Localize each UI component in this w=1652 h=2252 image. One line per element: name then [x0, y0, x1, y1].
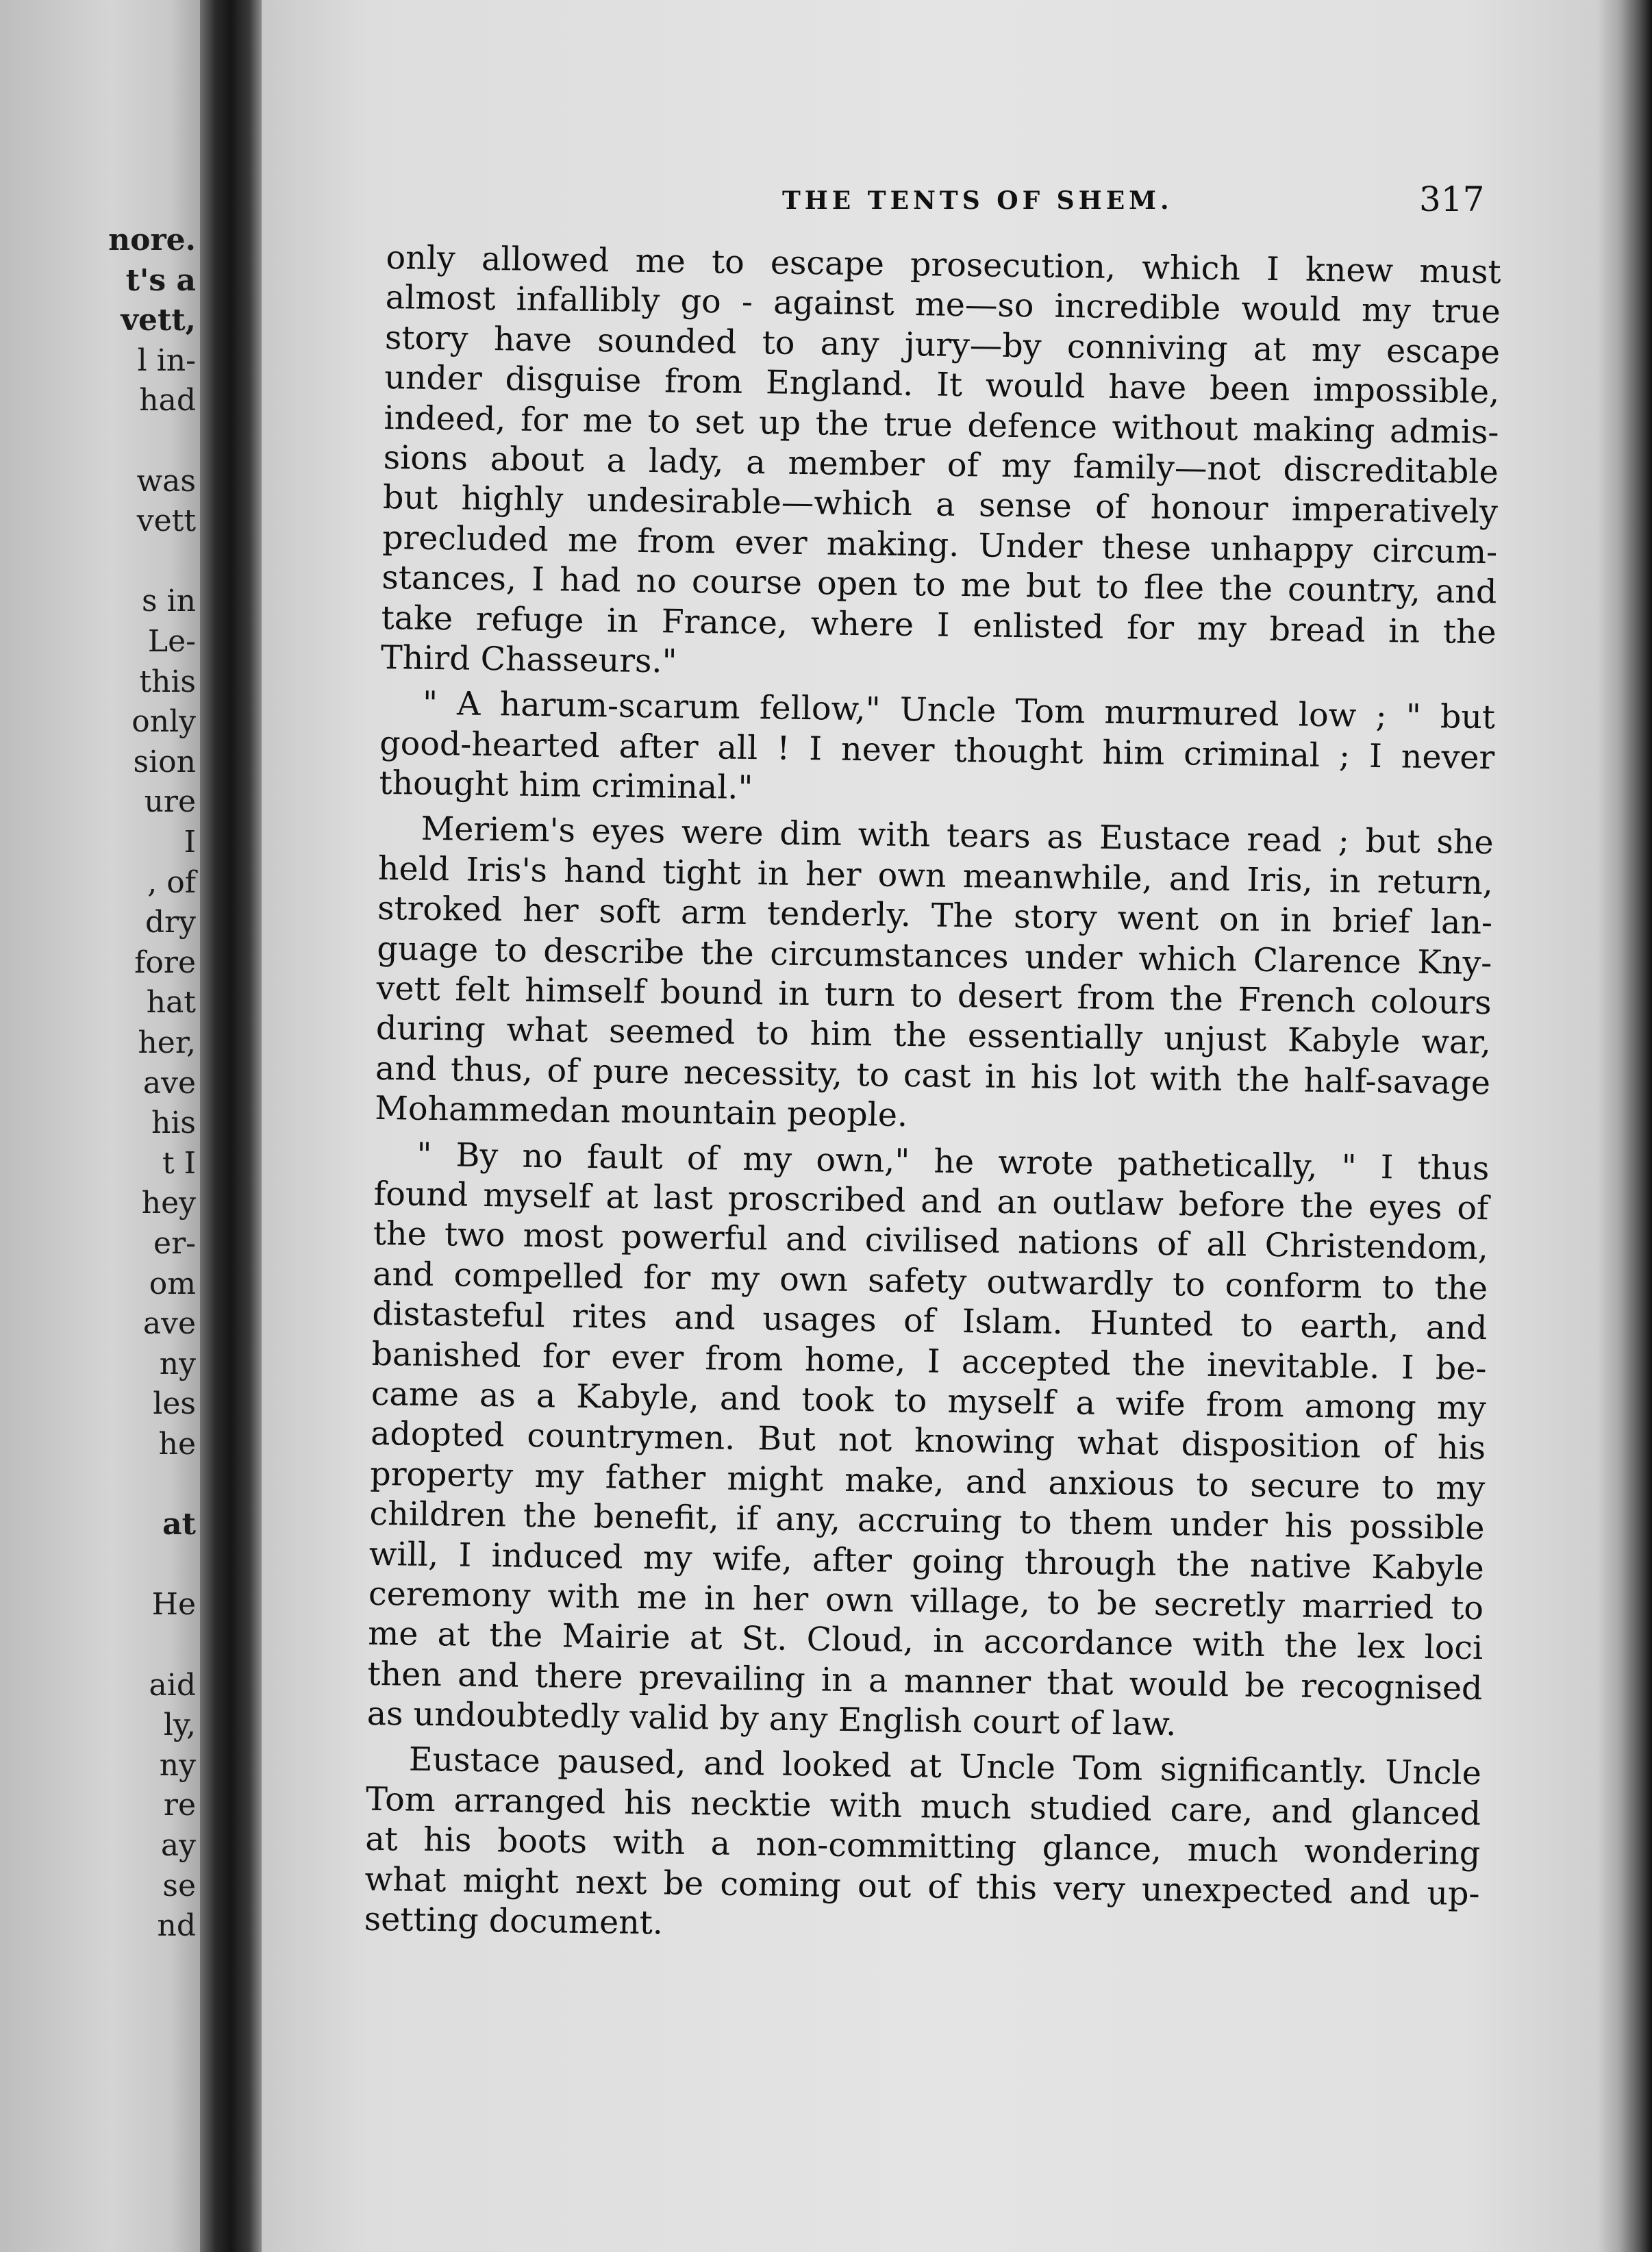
text-line: indeed, for me to set up the true defence without making admis-	[384, 399, 1499, 451]
left-page-fragment-line: Le-	[147, 624, 196, 659]
text-line: at his boots with a non-committing glance, much wondering	[365, 1821, 1481, 1873]
text-line: then and there prevailing in a manner that would be recognised	[367, 1655, 1483, 1707]
left-page-fragment-line: only	[132, 704, 196, 740]
text-line: stances, I had no course open to me but to flee the country, and	[381, 559, 1497, 612]
left-page-fragment-line: om	[149, 1266, 196, 1301]
left-page-fragment-line: ave	[142, 1306, 196, 1342]
text-line: and compelled for my own safety outwardly to conform to the	[372, 1255, 1488, 1308]
text-line: good-hearted after all ! I never thought him criminal ; I never	[379, 724, 1495, 777]
paragraph	[379, 684, 1495, 818]
text-line: came as a Kabyle, and took to myself a wife from among my	[371, 1375, 1487, 1428]
book-gutter	[200, 0, 262, 2252]
left-page-fragment-line: was	[136, 463, 196, 499]
text-line: property my father might make, and anxious to secure to my	[370, 1455, 1486, 1507]
text-line: sions about a lady, a member of my family—not discreditable	[383, 438, 1499, 492]
right-page	[262, 0, 1597, 2252]
left-page-fragment-line: t's a	[125, 262, 196, 298]
paragraph	[381, 238, 1501, 693]
text-line: vett felt himself bound in turn to desert from the French colours	[376, 969, 1492, 1023]
text-line: " By no fault of my own," he wrote pathetically, " I thus	[416, 1136, 1490, 1188]
text-line: during what seemed to him the essentially unjust Kabyle war,	[375, 1010, 1492, 1062]
left-page-fragment-line: hat	[146, 985, 196, 1021]
text-line: held Iris's hand tight in her own meanwhile, and Iris, in return,	[377, 849, 1494, 903]
text-line: precluded me from ever making. Under these unhappy circum-	[381, 518, 1498, 572]
left-page-fragment-line: ave	[142, 1065, 196, 1101]
text-line: setting document.	[364, 1900, 664, 1942]
text-line: and thus, of pure necessity, to cast in his lot with the half-savage	[375, 1049, 1491, 1103]
text-line: take refuge in France, where I enlisted for my bread in the	[381, 599, 1497, 651]
left-page-fragment-line: dry	[145, 905, 196, 940]
text-line: only allowed me to escape prosecution, which I knew must	[386, 238, 1501, 292]
left-page-fragment-line: , of	[147, 864, 196, 900]
left-page-fragment-line: s in	[142, 584, 196, 619]
left-page-fragment-line: he	[158, 1427, 196, 1462]
left-page-fragment-line: re	[163, 1788, 196, 1823]
text-line: stroked her soft arm tenderly. The story went on in brief lan-	[377, 890, 1493, 942]
text-line: but highly undesirable—which a sense of honour imperatively	[382, 479, 1499, 531]
left-page-fragment-line: l in-	[137, 342, 196, 378]
text-line: banished for ever from home, I accepted the inevitable. I be-	[371, 1335, 1487, 1388]
left-page-fragment-line: his	[151, 1105, 196, 1141]
text-line: " A harum-scarum fellow," Uncle Tom murmured low ; " but	[422, 685, 1496, 737]
left-page-fragment-line: this	[139, 664, 196, 699]
left-page-fragment-line: er-	[153, 1226, 196, 1261]
left-page-fragment-line: aid	[149, 1667, 196, 1703]
text-line: story have sounded to any jury—by conniving at my escape	[384, 318, 1501, 372]
text-line: Tom arranged his necktie with much studied care, and glanced	[365, 1780, 1481, 1833]
text-line: almost infallibly go - against me—so incredible would my true	[385, 279, 1501, 331]
left-page-fragment-line: at	[162, 1507, 196, 1542]
paragraph	[375, 809, 1494, 1143]
text-line: Meriem's eyes were dim with tears as Eustace read ; but she	[421, 810, 1494, 862]
text-line: children the benefit, if any, accruing to them under his possible	[369, 1494, 1485, 1548]
text-line: adopted countrymen. But not knowing what disposition of his	[370, 1415, 1486, 1468]
left-page-fragment-line: ny	[159, 1747, 196, 1783]
text-line: Third Chasseurs."	[380, 638, 677, 681]
left-page-fragment-line: vett,	[121, 303, 196, 338]
left-page-fragment-line: I	[184, 825, 196, 860]
paragraph	[366, 1134, 1489, 1749]
text-line: what might next be coming out of this very unexpected and up-	[364, 1860, 1480, 1913]
left-page-fragment-line: had	[139, 383, 196, 418]
left-page-fragment-line: se	[162, 1868, 196, 1903]
left-page-fragment	[0, 0, 200, 2252]
left-page-fragment-line: ly,	[163, 1707, 196, 1743]
text-line: will, I induced my wife, after going through the native Kabyle	[368, 1535, 1485, 1588]
left-page-fragment-line: vett	[136, 503, 196, 539]
text-line: the two most powerful and civilised nations of all Christendom,	[373, 1215, 1489, 1268]
left-page-fragment-line: fore	[134, 944, 196, 980]
page-number: 317	[1419, 179, 1485, 219]
text-line: found myself at last proscribed and an outlaw before the eyes of	[373, 1175, 1489, 1228]
left-page-fragment-line: hey	[141, 1186, 196, 1221]
text-line: under disguise from England. It would have been impossible,	[384, 359, 1500, 412]
left-page-fragment-line: t I	[162, 1145, 196, 1181]
text-line: Eustace paused, and looked at Uncle Tom significantly. Uncle	[408, 1741, 1482, 1793]
text-line: guage to describe the circumstances under which Clarence Kny-	[377, 929, 1492, 982]
left-page-fragment-line: her,	[138, 1025, 196, 1060]
left-page-fragment-line: nd	[157, 1908, 196, 1944]
text-line: thought him criminal."	[379, 764, 753, 808]
left-page-fragment-line: ure	[144, 784, 196, 820]
text-line: ceremony with me in her own village, to be secretly married to	[368, 1575, 1484, 1628]
page-edge	[1597, 0, 1652, 2252]
text-line: Mohammedan mountain people.	[375, 1090, 908, 1135]
left-page-fragment-line: les	[153, 1386, 196, 1422]
paragraph	[364, 1740, 1481, 1954]
body-text	[364, 238, 1501, 1955]
left-page-fragment-line: sion	[133, 744, 196, 779]
text-line: distasteful rites and usages of Islam. Hunted to earth, and	[372, 1295, 1488, 1348]
left-page-fragment-line: He	[151, 1587, 196, 1623]
text-line: me at the Mairie at St. Cloud, in accordance with the lex loci	[367, 1615, 1484, 1668]
text-line: as undoubtedly valid by any English court of law.	[366, 1694, 1177, 1744]
running-head: THE TENTS OF SHEM.	[782, 186, 1173, 215]
left-page-fragment-line: nore.	[108, 223, 196, 258]
left-page-fragment-line: ny	[159, 1346, 196, 1381]
left-page-fragment-line: ay	[160, 1828, 196, 1863]
